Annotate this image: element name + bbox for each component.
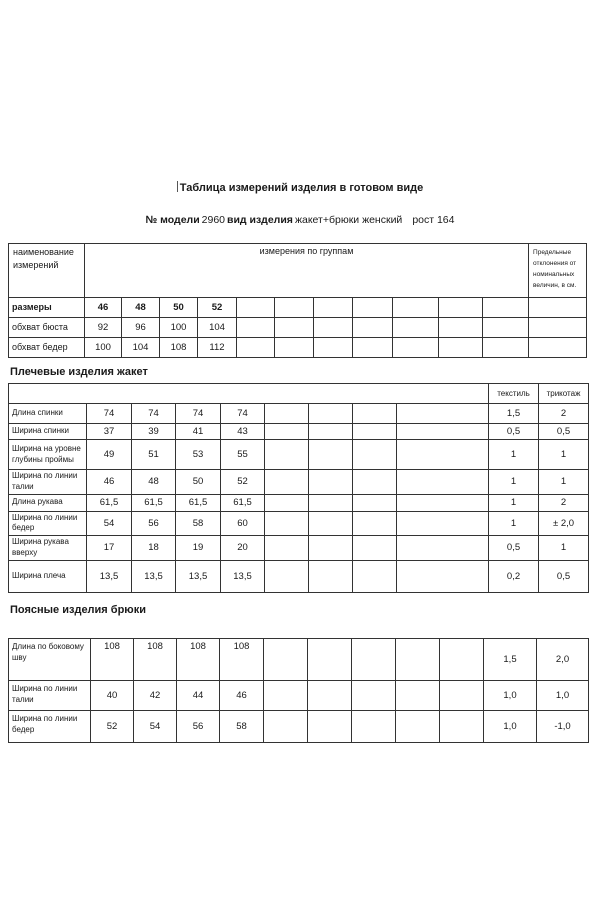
empty-cell xyxy=(309,424,353,440)
empty-cell xyxy=(529,298,587,318)
empty-cell xyxy=(483,338,529,358)
deviation-knitwear-value: -1,0 xyxy=(537,710,589,742)
empty-cell xyxy=(352,710,396,742)
measure-value: 48 xyxy=(122,298,160,318)
empty-cell xyxy=(353,470,397,495)
table-row xyxy=(9,680,589,710)
deviation-knitwear-value: 1 xyxy=(539,536,589,561)
row-label: Ширина по линии талии xyxy=(9,680,91,710)
measure-value: 104 xyxy=(198,318,237,338)
empty-cell xyxy=(275,298,314,318)
measure-value: 42 xyxy=(134,680,177,710)
measure-value: 51 xyxy=(132,440,176,470)
measure-value: 19 xyxy=(176,536,221,561)
jacket-section-title: Плечевые изделия жакет xyxy=(10,366,148,378)
measure-value: 13,5 xyxy=(221,560,265,592)
measure-value: 56 xyxy=(132,511,176,536)
product-type-value: жакет+брюки женский xyxy=(294,214,403,226)
jacket-table-body xyxy=(9,404,589,593)
empty-cell-wide xyxy=(397,494,489,511)
measure-value: 92 xyxy=(85,318,122,338)
deviation-textile-value: 1,5 xyxy=(489,404,539,424)
measure-value: 108 xyxy=(91,638,134,680)
empty-cell xyxy=(483,318,529,338)
empty-cell xyxy=(529,318,587,338)
measure-value: 46 xyxy=(87,470,132,495)
empty-cell xyxy=(393,318,439,338)
deviation-knitwear-value: 2 xyxy=(539,494,589,511)
sizes-table xyxy=(8,243,587,358)
model-number-value: 2960 xyxy=(201,214,226,226)
measurements-name-header: наименование измерений xyxy=(9,244,85,298)
measure-value: 54 xyxy=(87,511,132,536)
model-number-label: № модели xyxy=(145,214,200,226)
row-label: Ширина по линии талии xyxy=(9,470,87,495)
deviation-textile-value: 1 xyxy=(489,511,539,536)
row-label: Длина спинки xyxy=(9,404,87,424)
page-title xyxy=(0,0,600,194)
trousers-measurements-table xyxy=(8,638,589,743)
empty-cell xyxy=(265,440,309,470)
empty-cell xyxy=(265,494,309,511)
deviation-knitwear-value: 0,5 xyxy=(539,424,589,440)
empty-cell xyxy=(309,404,353,424)
empty-cell xyxy=(353,298,393,318)
deviation-textile-value: 1,0 xyxy=(484,680,537,710)
measure-value: 60 xyxy=(221,511,265,536)
empty-cell-wide xyxy=(397,560,489,592)
measure-value: 52 xyxy=(221,470,265,495)
measure-value: 18 xyxy=(132,536,176,561)
measure-value: 44 xyxy=(177,680,220,710)
row-label: Ширина на уровне глубины проймы xyxy=(9,440,87,470)
table-row xyxy=(9,298,587,318)
empty-cell xyxy=(440,680,484,710)
empty-cell xyxy=(265,470,309,495)
empty-cell xyxy=(396,710,440,742)
measure-value: 46 xyxy=(220,680,264,710)
measure-value: 56 xyxy=(177,710,220,742)
empty-cell xyxy=(275,338,314,358)
measure-value: 55 xyxy=(221,440,265,470)
empty-cell xyxy=(314,338,353,358)
jacket-measurements-table xyxy=(8,383,589,593)
empty-cell xyxy=(308,710,352,742)
empty-cell xyxy=(237,318,275,338)
table-row xyxy=(9,494,589,511)
empty-cell xyxy=(396,638,440,680)
deviation-textile-value: 1 xyxy=(489,494,539,511)
empty-cell xyxy=(353,404,397,424)
empty-cell xyxy=(265,536,309,561)
deviation-knitwear-value: 1 xyxy=(539,470,589,495)
empty-cell xyxy=(393,338,439,358)
empty-cell xyxy=(439,318,483,338)
table-row xyxy=(9,440,589,470)
empty-cell xyxy=(309,511,353,536)
empty-cell xyxy=(352,638,396,680)
knitwear-column-header: трикотаж xyxy=(539,384,589,404)
sizes-table-header-row xyxy=(9,244,587,298)
measure-value: 58 xyxy=(220,710,264,742)
empty-cell xyxy=(265,424,309,440)
row-label: Длина рукава xyxy=(9,494,87,511)
measure-value: 13,5 xyxy=(132,560,176,592)
measure-value: 49 xyxy=(87,440,132,470)
empty-cell xyxy=(237,298,275,318)
table-row xyxy=(9,470,589,495)
measure-value: 96 xyxy=(122,318,160,338)
table-row xyxy=(9,338,587,358)
empty-cell xyxy=(265,404,309,424)
empty-cell xyxy=(264,710,308,742)
product-type-label: вид изделия xyxy=(227,214,293,226)
measure-value: 74 xyxy=(132,404,176,424)
row-label: Ширина плеча xyxy=(9,560,87,592)
table-row xyxy=(9,710,589,742)
row-label: Ширина по линии бедер xyxy=(9,710,91,742)
table-row xyxy=(9,424,589,440)
height-label: рост 164 xyxy=(412,214,455,226)
table-row xyxy=(9,318,587,338)
empty-cell xyxy=(483,298,529,318)
measure-value: 37 xyxy=(87,424,132,440)
trousers-table-body xyxy=(9,638,589,742)
deviation-knitwear-value: ± 2,0 xyxy=(539,511,589,536)
measure-value: 13,5 xyxy=(176,560,221,592)
empty-cell-wide xyxy=(397,404,489,424)
row-label: Ширина рукава вверху xyxy=(9,536,87,561)
measure-value: 108 xyxy=(177,638,220,680)
row-label: обхват бедер xyxy=(9,338,85,358)
empty-cell xyxy=(396,680,440,710)
measure-value: 104 xyxy=(122,338,160,358)
measure-value: 61,5 xyxy=(176,494,221,511)
measure-value: 46 xyxy=(85,298,122,318)
measure-value: 43 xyxy=(221,424,265,440)
empty-cell xyxy=(353,440,397,470)
row-label: Длина по боковому шву xyxy=(9,638,91,680)
measure-value: 20 xyxy=(221,536,265,561)
deviation-knitwear-value: 1 xyxy=(539,440,589,470)
measure-value: 108 xyxy=(220,638,264,680)
deviation-textile-value: 0,5 xyxy=(489,536,539,561)
empty-cell xyxy=(314,298,353,318)
deviation-textile-value: 1,5 xyxy=(484,638,537,680)
measure-value: 74 xyxy=(176,404,221,424)
text-cursor xyxy=(177,181,178,192)
measure-value: 74 xyxy=(87,404,132,424)
empty-cell xyxy=(309,536,353,561)
empty-cell xyxy=(314,318,353,338)
empty-cell-wide xyxy=(397,424,489,440)
empty-cell xyxy=(529,338,587,358)
empty-cell-wide xyxy=(397,536,489,561)
table-row xyxy=(9,404,589,424)
empty-cell xyxy=(439,338,483,358)
measure-value: 61,5 xyxy=(221,494,265,511)
measure-value: 54 xyxy=(134,710,177,742)
measure-value: 50 xyxy=(160,298,198,318)
table-row xyxy=(9,511,589,536)
measure-value: 39 xyxy=(132,424,176,440)
empty-cell-wide xyxy=(397,511,489,536)
empty-cell-wide xyxy=(397,440,489,470)
empty-cell xyxy=(353,318,393,338)
row-label: Ширина по линии бедер xyxy=(9,511,87,536)
empty-cell xyxy=(265,511,309,536)
deviation-knitwear-value: 2 xyxy=(539,404,589,424)
measure-value: 40 xyxy=(91,680,134,710)
deviation-textile-value: 1 xyxy=(489,440,539,470)
empty-cell xyxy=(352,680,396,710)
empty-cell xyxy=(353,511,397,536)
empty-cell xyxy=(439,298,483,318)
empty-cell xyxy=(353,560,397,592)
measure-value: 112 xyxy=(198,338,237,358)
table-row xyxy=(9,560,589,592)
deviation-textile-value: 1 xyxy=(489,470,539,495)
row-label: обхват бюста xyxy=(9,318,85,338)
deviation-textile-value: 0,2 xyxy=(489,560,539,592)
measure-value: 100 xyxy=(160,318,198,338)
empty-cell xyxy=(440,638,484,680)
empty-cell xyxy=(353,536,397,561)
empty-cell xyxy=(237,338,275,358)
jacket-table-header-row xyxy=(9,384,589,404)
deviation-textile-value: 0,5 xyxy=(489,424,539,440)
model-subtitle xyxy=(0,214,600,226)
measure-value: 108 xyxy=(134,638,177,680)
measure-value: 52 xyxy=(91,710,134,742)
empty-cell xyxy=(265,560,309,592)
measure-value: 108 xyxy=(160,338,198,358)
measure-value: 48 xyxy=(132,470,176,495)
measure-value: 74 xyxy=(221,404,265,424)
empty-cell xyxy=(308,680,352,710)
group-measurements-header: измерения по группам xyxy=(85,244,529,298)
deviation-knitwear-value: 2,0 xyxy=(537,638,589,680)
textile-column-header: текстиль xyxy=(489,384,539,404)
deviation-limits-header: Предельные отклонения от номинальных величин, в см. xyxy=(529,244,587,298)
measure-value: 61,5 xyxy=(87,494,132,511)
measure-value: 41 xyxy=(176,424,221,440)
empty-cell xyxy=(353,338,393,358)
empty-cell xyxy=(264,638,308,680)
empty-cell xyxy=(440,710,484,742)
measure-value: 53 xyxy=(176,440,221,470)
empty-cell xyxy=(353,424,397,440)
measure-value: 61,5 xyxy=(132,494,176,511)
empty-cell-wide xyxy=(397,470,489,495)
deviation-textile-value: 1,0 xyxy=(484,710,537,742)
jacket-header-empty-cell xyxy=(9,384,489,404)
measure-value: 50 xyxy=(176,470,221,495)
empty-cell xyxy=(309,494,353,511)
table-row xyxy=(9,536,589,561)
empty-cell xyxy=(353,494,397,511)
deviation-knitwear-value: 1,0 xyxy=(537,680,589,710)
sizes-table-body xyxy=(9,298,587,358)
empty-cell xyxy=(309,560,353,592)
measure-value: 17 xyxy=(87,536,132,561)
deviation-knitwear-value: 0,5 xyxy=(539,560,589,592)
row-label: размеры xyxy=(9,298,85,318)
empty-cell xyxy=(309,440,353,470)
row-label: Ширина спинки xyxy=(9,424,87,440)
empty-cell xyxy=(275,318,314,338)
table-row xyxy=(9,638,589,680)
empty-cell xyxy=(309,470,353,495)
measure-value: 100 xyxy=(85,338,122,358)
empty-cell xyxy=(264,680,308,710)
measure-value: 13,5 xyxy=(87,560,132,592)
empty-cell xyxy=(308,638,352,680)
measure-value: 58 xyxy=(176,511,221,536)
measure-value: 52 xyxy=(198,298,237,318)
empty-cell xyxy=(393,298,439,318)
trousers-section-title: Поясные изделия брюки xyxy=(10,603,146,616)
page-title-text: Таблица измерений изделия в готовом виде xyxy=(179,182,424,194)
